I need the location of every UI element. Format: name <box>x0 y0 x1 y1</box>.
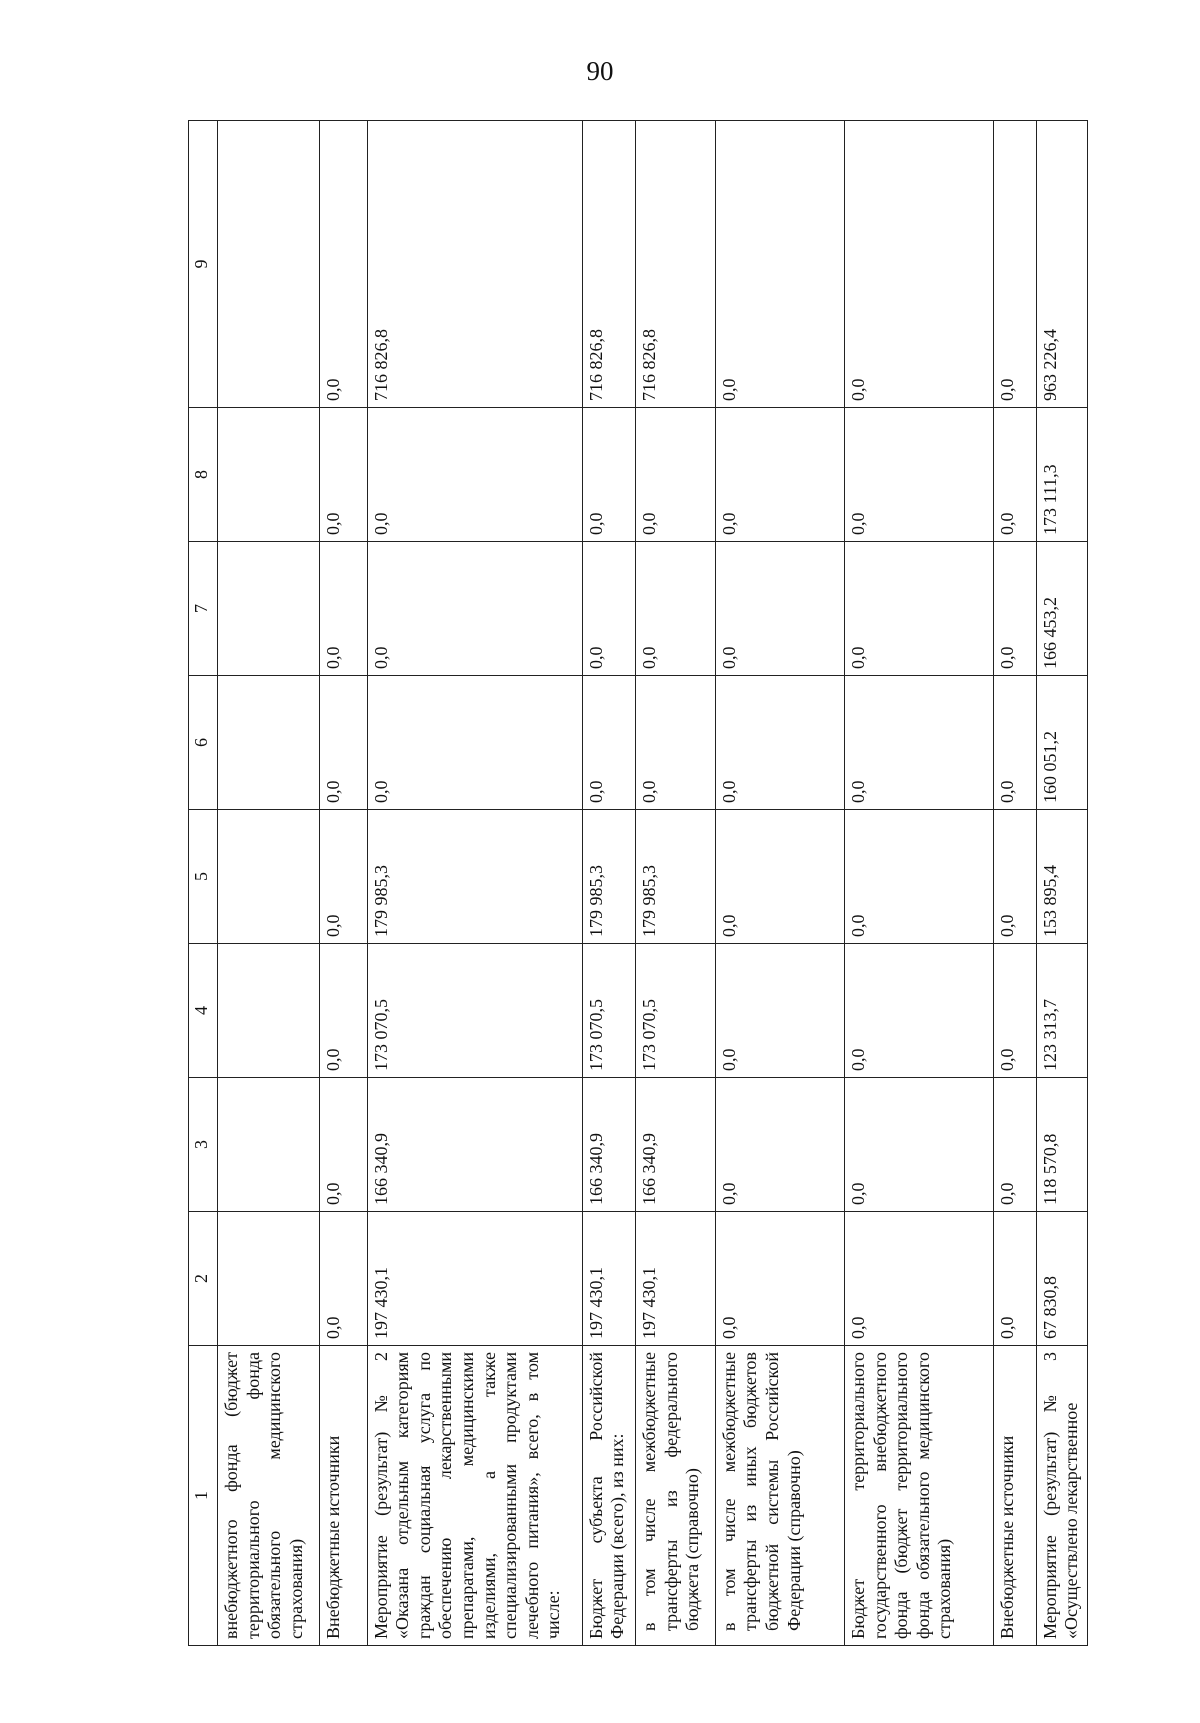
table-row <box>320 121 367 1646</box>
cell-value: 166 340,9 <box>635 1078 715 1212</box>
cell-value: 0,0 <box>844 542 993 676</box>
cell-value: 67 830,8 <box>1036 1212 1087 1346</box>
cell-value: 0,0 <box>715 810 844 944</box>
row-name: внебюджетного фонда (бюджет территориального фонда обязательного медицинского страхования) <box>218 1346 320 1646</box>
budget-table <box>188 120 1088 1646</box>
cell-value: 0,0 <box>993 944 1036 1078</box>
cell-value: 179 985,3 <box>582 810 635 944</box>
cell-value <box>218 408 320 542</box>
column-header: 5 <box>189 810 218 944</box>
page-number: 90 <box>586 56 614 86</box>
column-header: 6 <box>189 676 218 810</box>
table-row <box>635 121 715 1646</box>
cell-value: 0,0 <box>367 408 582 542</box>
cell-value: 173 111,3 <box>1036 408 1087 542</box>
cell-value: 0,0 <box>844 121 993 408</box>
cell-value: 0,0 <box>993 542 1036 676</box>
row-name: в том числе межбюджетные трансферты из федерального бюджета (справочно) <box>635 1346 715 1646</box>
cell-value <box>218 810 320 944</box>
cell-value: 197 430,1 <box>635 1212 715 1346</box>
budget-table-rotated <box>188 121 1088 1646</box>
cell-value: 0,0 <box>993 408 1036 542</box>
cell-value: 118 570,8 <box>1036 1078 1087 1212</box>
cell-value: 963 226,4 <box>1036 121 1087 408</box>
cell-value: 0,0 <box>320 944 367 1078</box>
cell-value: 0,0 <box>715 408 844 542</box>
cell-value: 0,0 <box>993 676 1036 810</box>
table-row <box>367 121 582 1646</box>
column-header: 9 <box>189 121 218 408</box>
cell-value: 0,0 <box>844 676 993 810</box>
cell-value: 160 051,2 <box>1036 676 1087 810</box>
cell-value: 173 070,5 <box>635 944 715 1078</box>
cell-value: 166 453,2 <box>1036 542 1087 676</box>
cell-value: 0,0 <box>320 121 367 408</box>
cell-value: 0,0 <box>320 542 367 676</box>
cell-value: 0,0 <box>582 676 635 810</box>
row-name: Внебюджетные источники <box>320 1346 367 1646</box>
row-name: Мероприятие (результат) № 2 «Оказана отдельным категориям граждан социальная услуга по обеспечению лекарственными препаратами, медицинскими изделиями, а также специализированными продуктами лечебного питания», всего, в том числе: <box>367 1346 582 1646</box>
table-row <box>844 121 993 1646</box>
cell-value: 716 826,8 <box>582 121 635 408</box>
cell-value: 0,0 <box>715 1078 844 1212</box>
column-header: 3 <box>189 1078 218 1212</box>
cell-value: 153 895,4 <box>1036 810 1087 944</box>
cell-value: 0,0 <box>635 542 715 676</box>
cell-value: 0,0 <box>320 1212 367 1346</box>
column-header: 7 <box>189 542 218 676</box>
cell-value: 0,0 <box>844 1078 993 1212</box>
cell-value: 0,0 <box>582 408 635 542</box>
budget-table-frame <box>188 121 1088 1646</box>
row-name: Внебюджетные источники <box>993 1346 1036 1646</box>
cell-value: 0,0 <box>582 542 635 676</box>
cell-value <box>218 542 320 676</box>
cell-value <box>218 676 320 810</box>
cell-value: 0,0 <box>993 121 1036 408</box>
cell-value <box>218 121 320 408</box>
cell-value <box>218 1078 320 1212</box>
cell-value: 0,0 <box>715 676 844 810</box>
cell-value: 166 340,9 <box>367 1078 582 1212</box>
cell-value: 197 430,1 <box>582 1212 635 1346</box>
cell-value: 173 070,5 <box>582 944 635 1078</box>
cell-value: 197 430,1 <box>367 1212 582 1346</box>
cell-value: 0,0 <box>993 1212 1036 1346</box>
cell-value: 0,0 <box>993 810 1036 944</box>
cell-value: 166 340,9 <box>582 1078 635 1212</box>
cell-value: 0,0 <box>367 676 582 810</box>
cell-value: 0,0 <box>715 1212 844 1346</box>
cell-value: 179 985,3 <box>635 810 715 944</box>
column-header: 4 <box>189 944 218 1078</box>
cell-value: 0,0 <box>844 944 993 1078</box>
cell-value: 0,0 <box>320 810 367 944</box>
table-header-row <box>189 121 218 1646</box>
column-header: 8 <box>189 408 218 542</box>
cell-value: 0,0 <box>993 1078 1036 1212</box>
cell-value: 0,0 <box>715 542 844 676</box>
cell-value: 0,0 <box>367 542 582 676</box>
table-row <box>993 121 1036 1646</box>
cell-value: 0,0 <box>844 408 993 542</box>
cell-value: 716 826,8 <box>367 121 582 408</box>
cell-value: 0,0 <box>320 676 367 810</box>
cell-value: 173 070,5 <box>367 944 582 1078</box>
cell-value: 179 985,3 <box>367 810 582 944</box>
cell-value: 0,0 <box>844 810 993 944</box>
cell-value: 0,0 <box>320 408 367 542</box>
cell-value <box>218 1212 320 1346</box>
cell-value: 123 313,7 <box>1036 944 1087 1078</box>
cell-value: 0,0 <box>715 121 844 408</box>
cell-value: 0,0 <box>320 1078 367 1212</box>
cell-value: 0,0 <box>844 1212 993 1346</box>
cell-value: 0,0 <box>635 408 715 542</box>
row-name: Бюджет территориального государственного внебюджетного фонда (бюджет территориального фонда обязательного медицинского страхования) <box>844 1346 993 1646</box>
table-row <box>218 121 320 1646</box>
row-name: Бюджет субъекта Российской Федерации (всего), из них: <box>582 1346 635 1646</box>
table-row <box>715 121 844 1646</box>
table-row <box>1036 121 1087 1646</box>
cell-value <box>218 944 320 1078</box>
row-name: Мероприятие (результат) № 3 «Осуществлено лекарственное <box>1036 1346 1087 1646</box>
column-header: 2 <box>189 1212 218 1346</box>
cell-value: 716 826,8 <box>635 121 715 408</box>
cell-value: 0,0 <box>715 944 844 1078</box>
row-name: в том числе межбюджетные трансферты из иных бюджетов бюджетной системы Российской Федерации (справочно) <box>715 1346 844 1646</box>
cell-value: 0,0 <box>635 676 715 810</box>
column-header: 1 <box>189 1346 218 1646</box>
table-row <box>582 121 635 1646</box>
